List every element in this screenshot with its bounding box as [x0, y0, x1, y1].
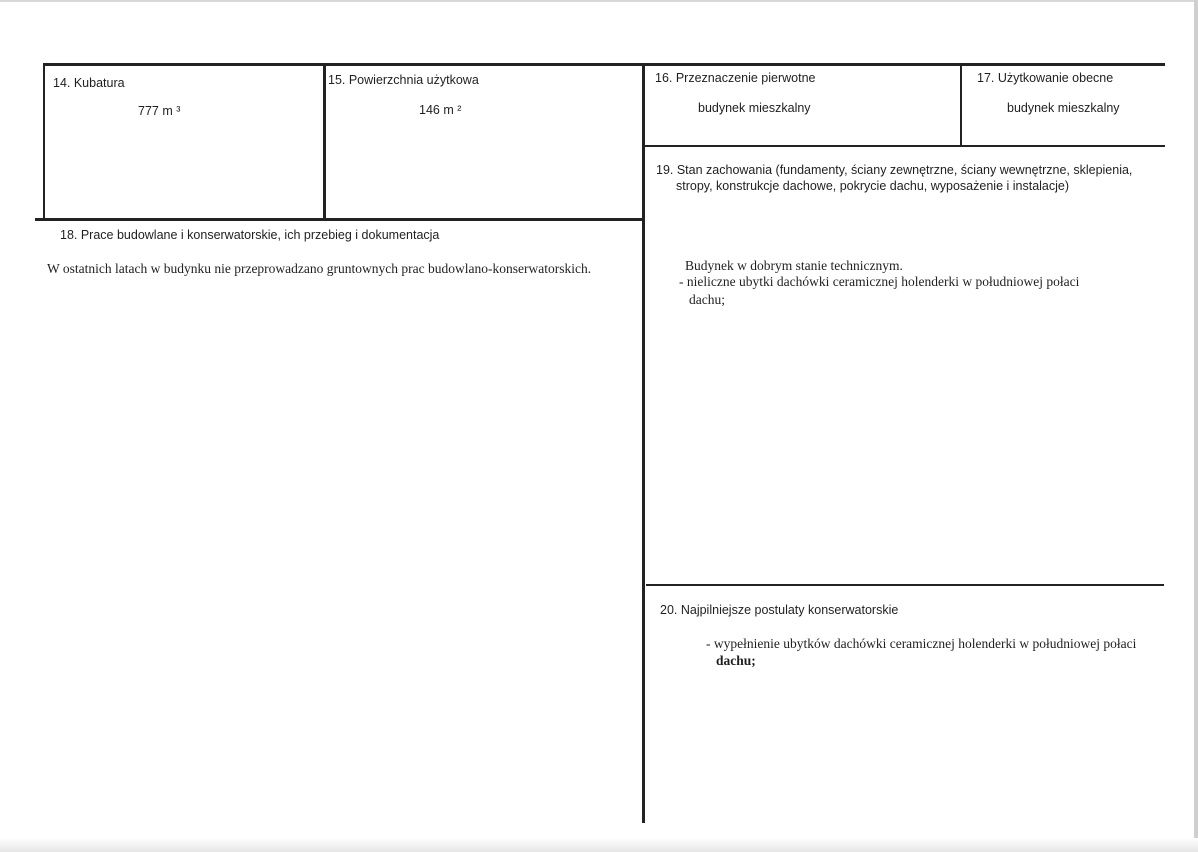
rule-left-top — [43, 63, 45, 220]
stan-zachowania-item-cont: dachu; — [689, 292, 725, 307]
scan-edge-bottom — [0, 838, 1198, 852]
uzytkowanie-label: 17. Użytkowanie obecne — [977, 71, 1114, 85]
postulaty-item: - wypełnienie ubytków dachówki ceramicznej holenderki w południowej połaci — [706, 636, 1137, 651]
rule-row3-right — [646, 584, 1164, 586]
stan-zachowania-label-cont: stropy, konstrukcje dachowe, pokrycie dachu, wyposażenie i instalacje) — [676, 179, 1070, 193]
scan-edge-right — [1194, 0, 1198, 852]
przeznaczenie-label: 16. Przeznaczenie pierwotne — [655, 71, 816, 85]
kubatura-value: 777 m ³ — [138, 104, 181, 118]
rule-center — [642, 63, 645, 823]
kubatura-label: 14. Kubatura — [53, 76, 125, 90]
powierzchnia-label: 15. Powierzchnia użytkowa — [328, 73, 479, 87]
scan-edge-top — [0, 0, 1198, 2]
rule-col-16-17 — [960, 63, 962, 147]
rule-col-14-15 — [323, 63, 326, 220]
stan-zachowania-label: 19. Stan zachowania (fundamenty, ściany zewnętrzne, ściany wewnętrzne, sklepienia, — [656, 163, 1133, 177]
powierzchnia-value: 146 m ² — [419, 103, 462, 117]
stan-zachowania-item: - nieliczne ubytki dachówki ceramicznej holenderki w południowej połaci — [679, 274, 1080, 289]
stan-zachowania-text: Budynek w dobrym stanie technicznym. — [685, 258, 903, 273]
postulaty-item-cont: dachu; — [716, 653, 756, 668]
uzytkowanie-value: budynek mieszkalny — [1007, 101, 1120, 115]
prace-budowlane-text: W ostatnich latach w budynku nie przeprowadzano gruntownych prac budowlano-konserwatorskich. — [47, 261, 592, 276]
rule-top — [43, 63, 1165, 66]
rule-row1-right — [645, 145, 1165, 147]
przeznaczenie-value: budynek mieszkalny — [698, 101, 811, 115]
postulaty-label: 20. Najpilniejsze postulaty konserwatorskie — [660, 603, 899, 617]
rule-row2-left — [35, 218, 645, 221]
prace-budowlane-label: 18. Prace budowlane i konserwatorskie, ich przebieg i dokumentacja — [60, 228, 440, 242]
